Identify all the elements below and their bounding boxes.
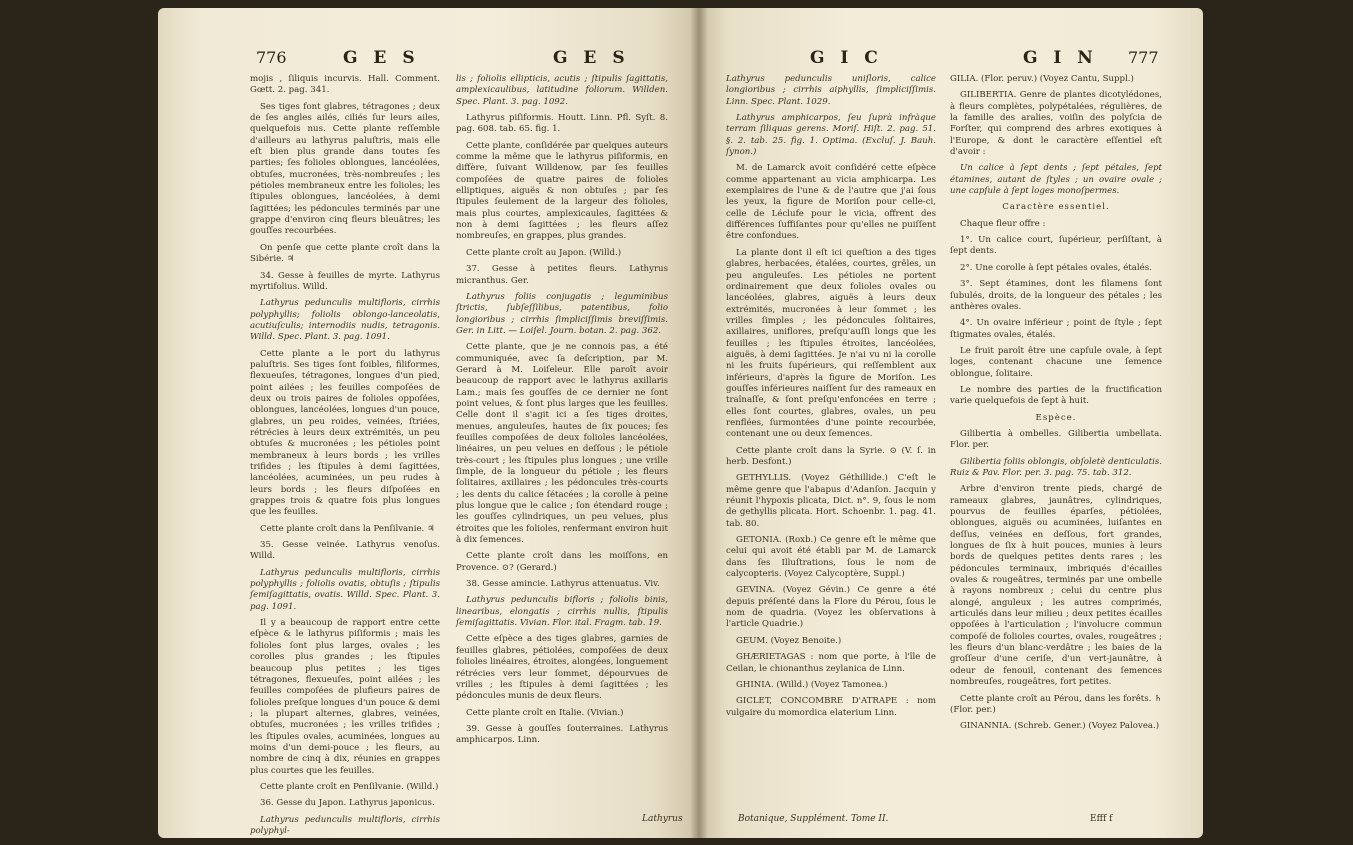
paragraph: Lathyrus piſiformis. Houtt. Linn. Pfl. Syſt. 8. pag. 608. tab. 65. fig. 1. xyxy=(456,113,668,135)
paragraph: Cette plante croît dans la Penſilvanie. ♃ xyxy=(260,523,435,534)
paragraph: Le nombre des parties de la fructification varie quelquefois de ſept à huit. xyxy=(950,384,1162,407)
running-head-right-2: G I N xyxy=(1023,48,1098,68)
entry-ghaerietagas: GHÆRIETAGAS : nom que porte, à l'île de Ceilan, le chionanthus zeylanica de Linn. xyxy=(726,652,936,674)
page-number-right: 777 xyxy=(1128,48,1159,67)
running-head-right: G I C xyxy=(810,48,883,68)
entry-gilia: GILIA. (Flor. peruv.) (Voyez Cantu, Suppl.) xyxy=(950,74,1134,84)
paragraph: Lathyrus pedunculis multifloris, cirrhis polyphyl- xyxy=(250,814,440,836)
species-heading: 37. Gesse à petites fleurs. Lathyrus micranthus. Ger. xyxy=(456,264,668,286)
paragraph: Lathyrus pedunculis multifloris, cirrhis polyphyllis ; foliolis ovatis, obtuſis ; ſtipulis ſemiſagittatis, ovatis. Willd. Spec. Plant. 3. pag. 1091. xyxy=(250,567,440,612)
paragraph: La plante dont il eſt ici queſtion a des tiges glabres, herbacées, étalées, courtes, grêles, un peu anguleuſes. Les pétioles ne portent ordinairement que deux folioles ovales ou lancéolées, glabres, aiguës à leurs deux extrémités, mucronées à leur ſommet ; les vrilles ſimples ; les pédoncules ſolitaires, axillaires, uniflores, preſqu'auſſi longs que les feuilles ; les ſtipules étroites, lancéolées, aiguës, à demi ſagittées. Je n'ai vu ni la corolle ni les fruits ſupérieurs, qui reſſemblent aux inférieurs, d'après la figure de Moriſon. Les gouſſes inférieures naiſſent ſur des rameaux en traînaſſe, & ſont preſqu'enfoncées en terre ; elles ſont courtes, glabres, ovales, un peu renflées, ſurmontées d'une pointe recourbée, contenant une ou deux ſemences. xyxy=(726,247,936,440)
entry-gilibertia: GILIBERTIA. Genre de plantes dicotylédones, à fleurs complètes, polypétalées, régulières, de la famille des aralies, voiſin des polyſcia de Forſter, qui comprend des arbres exotiques à l'Europe, & dont le caractère eſſentiel eſt d'avoir : xyxy=(950,90,1162,158)
entry-geum: GEUM. (Voyez Benoite.) xyxy=(736,635,842,646)
paragraph: Cette plante croît dans la Syrie. ⊙ (V. ſ. in herb. Desfont.) xyxy=(726,445,936,467)
paragraph: Cette plante, conſidérée par quelques auteurs comme la même que le lathyrus piſiformis, en diffère, ſuivant Willdenow, par ſes feuilles compoſées de quatre paires de folioles elliptiques, aiguës & non obtuſes ; par ſes ſtipules ſeulement de la largeur des folioles, mais plus courtes, amplexicaules, ſagittées & non à demi ſagittées ; les fleurs aſſez nombreuſes, en grappes, plus grandes. xyxy=(456,140,668,242)
paragraph: Un calice à ſept dents ; ſept pétales, ſept étamines, autant de ſtyles ; un ovaire ovale ; une capſule à ſept loges monoſpermes. xyxy=(950,163,1162,197)
species-heading: 36. Gesse du Japon. Lathyrus japonicus. xyxy=(260,798,435,809)
paragraph: Cette plante croît au Japon. (Willd.) xyxy=(466,247,622,258)
species-heading: 38. Gesse amincie. Lathyrus attenuatus. Viv. xyxy=(466,579,660,590)
species-heading: 35. Gesse veinée. Lathyrus venoſus. Willd. xyxy=(250,540,440,562)
paragraph: Cette plante croît en Penſilvanie. (Willd.) xyxy=(260,781,439,792)
paragraph: Ses tiges font glabres, tétragones ; deux de ſes angles ailés, ciliés ſur leurs ailes, quelquefois nus. Cette plante reſſemble d'ailleurs au lathyrus paluſtris, mais elle eſt bien plus grande dans toutes ſes parties; ſes folioles oblongues, lancéolées, obtuſes, mucronées, très-nombreuſes ; les pétioles membraneux entre les folioles; les ſtipules oblongues, lancéolées, à demi ſagittées; les pédoncules terminés par une grappe d'environ cinq fleurs bleuâtres; les gouſſes recourbées. xyxy=(250,101,440,237)
paragraph: Arbre d'environ trente pieds, chargé de rameaux glabres, jaunâtres, cylindriques, pourvus de feuilles éparſes, pétiolées, oblongues, aiguës ou acuminées, luiſantes en deſſus, veinées en deſſous, fort grandes, longues de ſix à huit pouces, munies à leurs bords de quelques petites dents rares ; les pédoncules terminaux, imbriqués d'écailles ovales & rougeâtres, terminés par une ombelle à rayons nombreux ; celui du centre plus alongé, anguleux ; les autres comprimés, articulés dans leur milieu ; deux petites écailles oppoſées à l'articulation ; l'involucre commun compoſé de folioles courtes, ovales, rougeâtres ; les fleurs d'un blanc-verdâtre ; les baies de la groſſeur d'une ceriſe, d'un vert-jaunâtre, à odeur de fenouil, contenant des ſemences nombreuſes, rougeâtres, fort petites. xyxy=(950,484,1162,688)
entry-gevina: GEVINA. (Voyez Gévin.) Ce genre a été depuis préſenté dans la Flore du Pérou, ſous le nom de quadria. (Voyez les obſervations à l'article Quadrie.) xyxy=(726,585,936,630)
paragraph: Gilibertia foliis oblongis, obſoletè denticulatis. Ruiz & Pav. Flor. per. 3. pag. 75. tab. 312. xyxy=(950,456,1162,478)
paragraph: Il y a beaucoup de rapport entre cette eſpèce & le lathyrus piſiformis ; mais les folioles ſont plus larges, ovales ; les corolles plus grandes ; les ſtipules beaucoup plus petites ; les tiges tétragones, flexueuſes, point ailées ; les feuilles compoſées de plufieurs paires de folioles preſque longues d'un pouce & demi ; la plupart alternes, glabres, veinées, obtuſes, mucronées ; les vrilles trifides ; les ſtipules ovales, acuminées, longues au moins d'un demi-pouce ; les fleurs, au nombre de cinq à dix, réunies en grappes plus courtes que les feuilles. xyxy=(250,618,440,776)
paragraph: Cette plante croît en Italie. (Vivian.) xyxy=(466,707,624,718)
paragraph: Lathyrus pedunculis uniſloris, calice longioribus ; cirrhis aiphyllis, ſimpliciſſimis. Linn. Spec. Plant. 1029. xyxy=(726,74,936,107)
paragraph: Lathyrus pedunculis multifloris, cirrhis polyphyllis; foliolis oblongo-lanceolatis, acutiuſculis; internodiis nudis, tetragonis. Willd. Spec. Plant. 3. pag. 1091. xyxy=(250,298,440,343)
signature-mark: Efff f xyxy=(1090,814,1113,824)
paragraph: 1°. Un calice court, ſupérieur, perſiſtant, à ſept dents. xyxy=(950,235,1162,257)
species-heading: Gilibertia à ombelles. Gilibertia umbellata. Flor. per. xyxy=(950,428,1162,451)
paragraph: M. de Lamarck avoit conſidéré cette eſpèce comme appartenant au vicia amphicarpa. Les exemplaires de l'une & de l'autre que j'ai ſous les yeux, la figure de Moriſon pour celle-ci, celle de Léclufe pour le vicia, offrent des différences ſuffiſantes pour qu'elles ne puiſſent être confondues. xyxy=(726,163,936,242)
entry-getonia: GETONIA. (Roxb.) Ce genre eſt le même que celui qui avoit été établi par M. de Lamarck dans ſes Illuſtrations, ſous le nom de calycopteris. (Voyez Calycoptère, Suppl.) xyxy=(726,535,936,580)
open-book xyxy=(158,8,1203,838)
paragraph: Cette plante a le port du lathyrus paluſtris. Ses tiges ſont foibles, filiformes, flexueuſes, tétragones, longues d'un pied, point ailées ; les feuilles compoſées de deux ou trois paires de folioles oppoſées, oblongues, lancéolées, longues d'un pouce, glabres, un peu roides, veinées, ſtriées, rétrécies à leurs deux extrémités, un peu obtuſes & mucronées ; les pétioles point membraneux à leurs bords ; les vrilles trifides ; les ſtipules à demi ſagittées, lancéolées, acuminées, un peu rudes à leurs bords ; les fleurs diſpoſées en grappes trois & quatre fois plus longues que les feuilles. xyxy=(250,348,440,518)
species-heading: 39. Gesse à gouſſes ſouterraines. Lathyrus amphicarpos. Linn. xyxy=(456,723,668,746)
right-column-2 xyxy=(950,74,1162,738)
right-page xyxy=(698,8,1203,838)
paragraph: Cette plante croît dans les moiſſons, en Provence. ⊙? (Gerard.) xyxy=(456,551,668,573)
paragraph: lis ; foliolis ellipticis, acutis ; ſtipulis ſagittatis, amplexicaulibus, latitudine foliorum. Willden. Spec. Plant. 3. pag. 1092. xyxy=(456,74,668,107)
paragraph: On penſe que cette plante croît dans la Sibérie. ♃ xyxy=(250,242,440,265)
catchword: Lathyrus xyxy=(642,814,683,824)
entry-giclet: GICLET, CONCOMBRE D'ATRAPE : nom vulgaire du momordica elaterium Linn. xyxy=(726,696,936,718)
entry-gethyllis: GETHYLLIS. (Voyez Géthillide.) C'eſt le même genre que l'abapus d'Adanſon. Jacquin y réunit l'hypoxis plicata, Dict. n°. 9, ſous le nom de gethyllis plicata. Hort. Schoenbr. 1. pag. 41. tab. 80. xyxy=(726,473,936,529)
page-number-left: 776 xyxy=(256,48,287,67)
paragraph: Cette plante croît au Pérou, dans les forêts. ♄ (Flor. per.) xyxy=(950,693,1162,715)
paragraph: Lathyrus foliis conjugatis ; leguminibus ſtrictis, ſubſeſſilibus, patentibus, folio longioribus ; cirrhis ſimpliciſſimis breviſſimis. Ger. in Litt. — Loiſel. Journ. botan. 2. pag. 362. xyxy=(456,291,668,336)
paragraph: 4°. Un ovaire inférieur ; point de ſtyle ; ſept ſtigmates ovales, étalés. xyxy=(950,318,1162,340)
paragraph: Lathyrus amphicarpos, ſeu ſuprà infràque terram ſiliquas gerens. Moriſ. Hiſt. 2. pag. 51. §. 2. tab. 25. fig. 1. Optima. (Excluſ. J. Bauh. ſynon.) xyxy=(726,113,936,158)
left-column-1 xyxy=(250,74,440,838)
paragraph: Cette eſpèce a des tiges glabres, garnies de feuilles glabres, pétiolées, compoſées de deux folioles linéaires, étroites, alongées, longuement rétrécies vers leur ſommet, dépourvues de vrilles ; les ſtipules à demi ſagittées ; les pédoncules munis de deux fleurs. xyxy=(456,634,668,702)
right-column-1 xyxy=(726,74,936,724)
running-head-left: G E S xyxy=(343,48,420,68)
section-heading: Espèce. xyxy=(1035,412,1077,423)
entry-ginannia: GINANNIA. (Schreb. Gener.) (Voyez Paloveа.) xyxy=(960,721,1160,732)
paragraph: mojis , ſiliquis incurvis. Hall. Comment. Gœtt. 2. pag. 341. xyxy=(250,74,440,96)
paragraph: 3°. Sept étamines, dont les filamens ſont ſubulés, droits, de la longueur des pétales ; les anthères ovales. xyxy=(950,279,1162,312)
running-head-left-2: G E S xyxy=(553,48,630,68)
paragraph: Lathyrus pedunculis bifloris ; foliolis binis, linearibus, elongatis ; cirrhis nullis, ſtipulis ſemiſagittatis. Vivian. Flor. ital. Fragm. tab. 19. xyxy=(456,595,668,629)
left-page xyxy=(158,8,698,838)
paragraph: 2°. Une corolle à ſept pétales ovales, étalés. xyxy=(960,262,1152,273)
paragraph: Chaque fleur offre : xyxy=(960,218,1046,229)
footer-volume: Botanique, Supplément. Tome II. xyxy=(738,814,889,824)
paragraph: Le fruit paroît être une capſule ovale, à ſept loges, contenant chacune une ſemence oblongue, ſolitaire. xyxy=(950,345,1162,379)
species-heading: 34. Gesse à feuilles de myrte. Lathyrus myrtifolius. Willd. xyxy=(250,270,440,292)
entry-ghinia: GHINIA. (Willd.) (Voyez Tamonea.) xyxy=(736,679,888,690)
paragraph: Cette plante, que je ne connois pas, a été communiquée, avec ſa deſcription, par M. Gerard à M. Loiſeleur. Elle paroît avoir beaucoup de rapport avec le lathyrus axillaris Lam.; mais ſes gouſſes de ce dernier ne ſont point velues, & ſont plus larges que les feuilles. Celle dont il s'agit ici a ſes tiges droites, menues, anguleuſes, hautes de ſix pouces; ſes feuilles compoſées de deux folioles lancéolées, linéaires, un peu velues en deſſous ; le pétiole très-court ; les ſtipules plus longues ; une vrille ſimple, de la longueur du pétiole ; les fleurs ſolitaires, axillaires ; les pédoncules très-courts ; les dents du calice ſétacées ; la corolle à peine plus longue que le calice ; ſon étendard rouge ; les gouſſes cylindriques, un peu velues, plus étroites que les folioles, renfermant environ huit à dix ſemences. xyxy=(456,342,668,546)
left-column-2 xyxy=(456,74,668,752)
section-heading: Caractère essentiel. xyxy=(1002,202,1110,213)
book-gutter xyxy=(690,8,708,838)
